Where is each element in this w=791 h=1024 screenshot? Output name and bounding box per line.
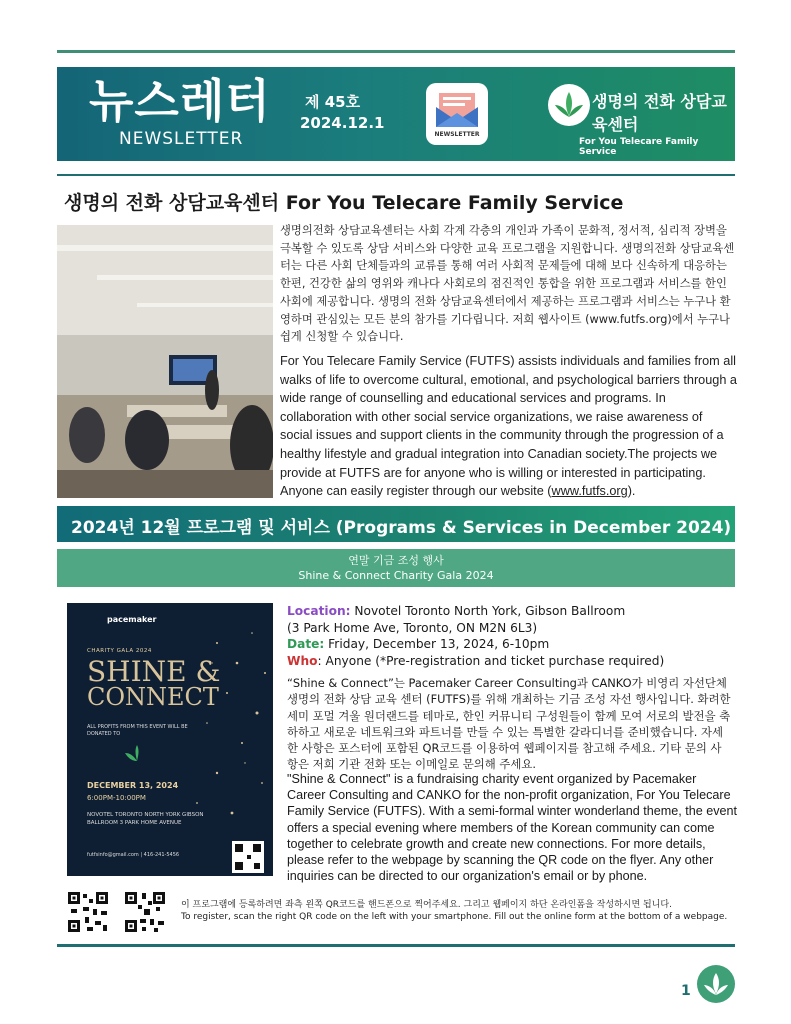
location-line xyxy=(287,603,732,620)
banner-title-en: NEWSLETTER xyxy=(119,129,244,149)
programs-title: 2024년 12월 프로그램 및 서비스 (Programs & Services in December 2024) xyxy=(71,518,732,538)
newsletter-icon-label: NEWSLETTER xyxy=(434,131,480,138)
who-line xyxy=(287,653,732,670)
programs-header-bar xyxy=(57,506,735,542)
poster-gala-label: CHARITY GALA 2024 xyxy=(87,648,152,654)
poster-date: DECEMBER 13, 2024 xyxy=(87,781,179,790)
address-line: (3 Park Home Ave, Toronto, ON M2N 6L3) xyxy=(287,620,538,635)
poster-title-line1: SHINE & xyxy=(87,655,221,688)
issue-date: 2024.12.1 xyxy=(300,114,385,132)
event-description-ko: “Shine & Connect”는 Pacemaker Career Consulting과 CANKO가 비영리 자선단체 생명의 전화 상담 교육 센터 (FUTFS)를 위해 개최하는 기금 조성 자선 행사입니다. 화려한 세미 포멀 겨울 원더랜드를 테마로, 한인 커뮤니티 구성원들이 함께 모여 서로의 발전을 축하하고 새로운 네트워크와 파트너를 만들 수 있는 특별한 갈라디너를 준비했습니다. 자세한 사항은 포스터에 포함된 QR코드를 이용하여 웹페이지를 참고해 주세요. 기타 문의 사항은 저희 기관 전화 또는 이메일로 문의해 주세요. xyxy=(287,676,731,772)
date-line xyxy=(287,636,732,653)
gala-poster xyxy=(67,603,273,876)
event-description-en: "Shine & Connect" is a fundraising charity event organized by Pacemaker Career Consulting and CANKO for the non-profit organization, For You Telecare Family Service (FUTFS). With a semi-formal winter wonderland theme, the event offers a special evening where members of the Korean community can come together to celebrate growth and create new connections. For more details, please refer to the webpage by scanning the QR code on the flyer. Any other inquiries can be directed to our organization's email or by phone. xyxy=(287,772,738,884)
event-details xyxy=(287,603,732,669)
who-label: Who xyxy=(287,653,318,668)
date-label: Date: xyxy=(287,637,325,651)
newsletter-envelope-icon xyxy=(426,83,488,145)
about-section-title: 생명의 전화 상담교육센터 For You Telecare Family Service xyxy=(64,192,624,214)
about-body-ko: 생명의전화 상담교육센터는 사회 각계 각층의 개인과 가족이 문화적, 정서적, 심리적 장벽을 극복할 수 있도록 상담 서비스와 다양한 교육 프로그램을 지원합니다. 생명의전화 상담교육센터는 다른 사회 단체들과의 교류를 통해 여러 사회적 문제들에 대해 보다 신속하게 대응하는 한편, 건강한 삶의 영위와 캐나다 사회로의 점진적인 통합을 위한 프로그램과 서비스를 한인 사회에 제공합니다. 생명의 전화 상담교육센터에서 제공하는 프로그램과 서비스는 누구나 환영하며 관심있는 모든 분의 참가를 기다립니다. 저희 웹사이트 (www.futfs.org)에서 누구나 쉽게 신청할 수 있습니다. xyxy=(280,224,735,344)
classroom-photo xyxy=(57,225,273,498)
poster-time: 6:00PM-10:00PM xyxy=(87,794,146,802)
about-body-en xyxy=(280,352,738,501)
footer-logo-icon xyxy=(696,964,736,1004)
poster-contact: futfsinfo@gmail.com | 416-241-5456 xyxy=(87,852,180,858)
banner-title-ko: 뉴스레터 xyxy=(89,74,271,128)
event-title-bar xyxy=(57,549,735,587)
bottom-divider xyxy=(57,944,735,947)
left-qr-code-icon[interactable] xyxy=(67,891,109,933)
registration-note-ko: 이 프로그램에 등록하려면 좌측 왼쪽 QR코드를 핸드폰으로 찍어주세요. 그리고 웹페이지 하단 온라인폼을 작성하시면 됩니다. xyxy=(181,900,672,910)
poster-brand: pacemaker xyxy=(107,615,157,624)
who-value: : Anyone (*Pre-registration and ticket purchase required) xyxy=(317,653,665,668)
top-divider xyxy=(57,50,735,53)
poster-title-line2: CONNECT xyxy=(87,683,219,711)
about-body-en-tail: ). xyxy=(627,484,636,499)
location-label: Location: xyxy=(287,604,351,618)
issue-number: 제 45호 xyxy=(305,93,361,111)
event-title-en: Shine & Connect Charity Gala 2024 xyxy=(298,569,494,582)
poster-venue: NOVOTEL TORONTO NORTH YORK GIBSON BALLROOM 3 PARK HOME AVENUE xyxy=(87,812,204,826)
location-value: Novotel Toronto North York, Gibson Ballroom xyxy=(350,604,626,618)
newsletter-banner xyxy=(57,67,735,161)
date-value: Friday, December 13, 2024, 6-10pm xyxy=(324,637,550,651)
event-title-ko: 연말 기금 조성 행사 xyxy=(348,554,444,567)
registration-note-en: To register, scan the right QR code on the left with your smartphone. Fill out the online form at the bottom of a webpage. xyxy=(181,912,728,922)
right-qr-code-icon[interactable] xyxy=(124,891,166,933)
poster-donation-note: ALL PROFITS FROM THIS EVENT WILL BE DONATED TO xyxy=(87,724,188,737)
page-number: 1 xyxy=(681,983,691,999)
website-link[interactable]: www.futfs.org xyxy=(551,484,628,499)
section-divider xyxy=(57,174,735,176)
org-name-ko: 생명의 전화 상담교육센터 xyxy=(592,92,727,134)
about-body-en-text: For You Telecare Family Service (FUTFS) assists individuals and families from all walks of life to overcome cultural, emotional, and psychological barriers through a wide range of counselling and educational services and programs. In collaboration with other social service organizations, we raise awareness of social issues and support clients in the community through the progression of a healthy lifestyle and gradual integration into Canadian society.The projects we provide at FUTFS are for anyone who is willing or interested in participating. Anyone can easily register through our website ( xyxy=(280,354,737,499)
organization-logo-icon xyxy=(547,83,591,127)
org-name-en: For You Telecare Family Service xyxy=(579,137,699,157)
